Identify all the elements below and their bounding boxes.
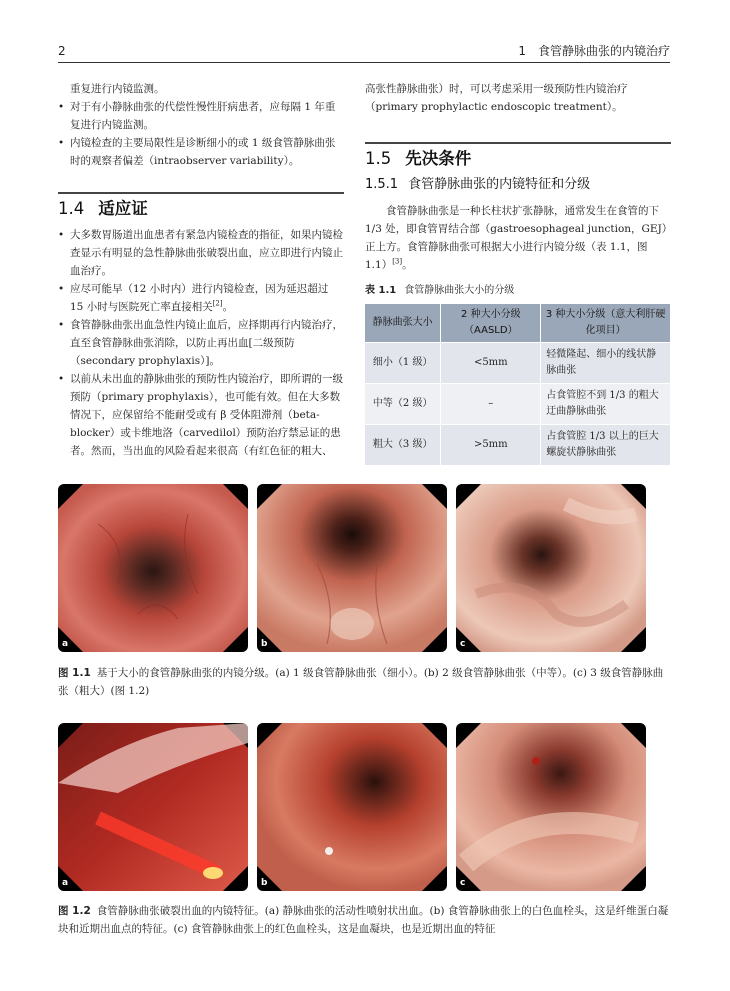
- table-header-row: [365, 304, 671, 343]
- table-row: [365, 343, 671, 384]
- table-cell: 中等（2 级）: [365, 384, 441, 425]
- endoscopy-image-a[interactable]: [58, 484, 248, 652]
- paragraph-end: 。: [402, 259, 413, 271]
- section-title: 适应证: [98, 199, 148, 218]
- endoscopy-image-b[interactable]: [257, 723, 447, 891]
- table-cell: –: [441, 384, 541, 425]
- section-rule: [365, 142, 671, 144]
- continuation-text: 高张性静脉曲张）时，可以考虑采用一级预防性内镜治疗（primary prophylactic endoscopic treatment）。: [365, 83, 628, 113]
- list-item: • 以前从未出血的静脉曲张的预防性内镜治疗，即所谓的一级预防（primary prophylaxis），也可能有效。但在大多数情况下，应保留给不能耐受或有 β 受体阻滞剂（beta-blocker）或卡维地洛（carvedilol）预防治疗禁忌证的患者。然而，当出血的风险看起来很高（有红色征的粗大、: [58, 370, 344, 460]
- endoscopy-image-c[interactable]: [456, 484, 646, 652]
- figure-1-1: [58, 484, 672, 652]
- table-header-cell: 3 种大小分级（意大利肝硬化项目）: [541, 304, 671, 343]
- figure-label: 图 1.1: [58, 667, 91, 679]
- figure-caption-text: 基于大小的食管静脉曲张的内镜分级。(a) 1 级食管静脉曲张（细小）。(b) 2 级食管静脉曲张（中等）。(c) 3 级食管静脉曲张（粗大）(图 1.2): [58, 667, 664, 697]
- figure-1-2-caption: [58, 902, 672, 938]
- bullet-list-top: [58, 98, 344, 170]
- table-cell: 细小（1 级）: [365, 343, 441, 384]
- subsection-heading: [365, 176, 671, 194]
- page-number: 2: [58, 44, 66, 58]
- table-cell: <5mm: [441, 343, 541, 384]
- figure-1-2: [58, 723, 672, 891]
- table-row: [365, 425, 671, 466]
- list-item-text: 应尽可能早（12 小时内）进行内镜检查，因为延迟超过 15 小时与医院死亡率直接相关: [70, 283, 329, 313]
- figure-caption-text: 食管静脉曲张破裂出血的内镜特征。(a) 静脉曲张的活动性喷射状出血。(b) 食管静脉曲张上的白色血栓头，这是纤维蛋白凝块和近期出血点的特征。(c) 食管静脉曲张上的红色血栓头，这是血凝块，也是近期出血的特征: [58, 905, 669, 935]
- citation-ref[interactable]: [3]: [392, 257, 403, 266]
- table-row: [365, 384, 671, 425]
- subsection-number: 1.5.1: [365, 177, 399, 192]
- section-number: 1.5: [365, 149, 392, 168]
- section-rule: [58, 192, 344, 194]
- varices-grading-table: [365, 304, 671, 465]
- body-paragraph: [365, 202, 671, 274]
- table-cell: 占食管腔 1/3 以上的巨大螺旋状静脉曲张: [541, 425, 671, 466]
- list-item: • 对于有小静脉曲张的代偿性慢性肝病患者，应每隔 1 年重复进行内镜监测。: [58, 98, 344, 134]
- section-heading-1-5: [365, 150, 671, 168]
- citation-ref[interactable]: [2]: [212, 299, 223, 308]
- table-cell: >5mm: [441, 425, 541, 466]
- panel-label: c: [460, 878, 466, 888]
- left-column: [58, 80, 344, 460]
- panel-label: b: [261, 878, 268, 888]
- panel-label: a: [62, 878, 69, 888]
- panel-label: b: [261, 639, 268, 649]
- indications-list: [58, 226, 344, 460]
- paragraph-text: 食管静脉曲张是一种长柱状扩张静脉，通常发生在食管的下 1/3 处，即食管胃结合部（gastroesophageal junction，GEJ）正上方。食管静脉曲张可根据大小进行内镜分级（表 1.1，图 1.1）: [365, 205, 668, 271]
- table-label: 表 1.1: [365, 285, 397, 296]
- endoscopy-image-b[interactable]: [257, 484, 447, 652]
- table-caption: [365, 282, 671, 300]
- panel-label: c: [460, 639, 466, 649]
- subsection-title: 食管静脉曲张的内镜特征和分级: [408, 177, 591, 192]
- table-cell: 粗大（3 级）: [365, 425, 441, 466]
- panel-label: a: [62, 639, 69, 649]
- running-header: 1 食管静脉曲张的内镜治疗: [518, 44, 670, 58]
- table-cell: 占食管腔不到 1/3 的粗大迂曲静脉曲张: [541, 384, 671, 425]
- right-column: [365, 80, 671, 465]
- figure-1-1-caption: [58, 664, 672, 700]
- section-number: 1.4: [58, 199, 85, 218]
- figure-label: 图 1.2: [58, 905, 91, 917]
- table-caption-text: 食管静脉曲张大小的分级: [404, 285, 515, 296]
- list-item: • 应尽可能早（12 小时内）进行内镜检查，因为延迟超过 15 小时与医院死亡率直接相关[2]。: [58, 280, 344, 316]
- header-rule: [58, 62, 670, 63]
- table-header-cell: 2 种大小分级（AASLD）: [441, 304, 541, 343]
- section-heading-1-4: [58, 200, 344, 218]
- section-title: 先决条件: [405, 149, 472, 168]
- list-item: • 食管静脉曲张出血急性内镜止血后，应择期再行内镜治疗，直至食管静脉曲张消除，以防止再出血[二级预防（secondary prophylaxis）]。: [58, 316, 344, 370]
- table-header-cell: 静脉曲张大小: [365, 304, 441, 343]
- endoscopy-image-c[interactable]: [456, 723, 646, 891]
- table-cell: 轻微隆起、细小的线状静脉曲张: [541, 343, 671, 384]
- list-item: • 内镜检查的主要局限性是诊断细小的或 1 级食管静脉曲张时的观察者偏差（intraobserver variability）。: [58, 134, 344, 170]
- endoscopy-image-a[interactable]: [58, 723, 248, 891]
- continuation-text: 重复进行内镜监测。: [70, 83, 165, 95]
- list-item: • 大多数胃肠道出血患者有紧急内镜检查的指征，如果内镜检查显示有明显的急性静脉曲张破裂出血，应立即进行内镜止血治疗。: [58, 226, 344, 280]
